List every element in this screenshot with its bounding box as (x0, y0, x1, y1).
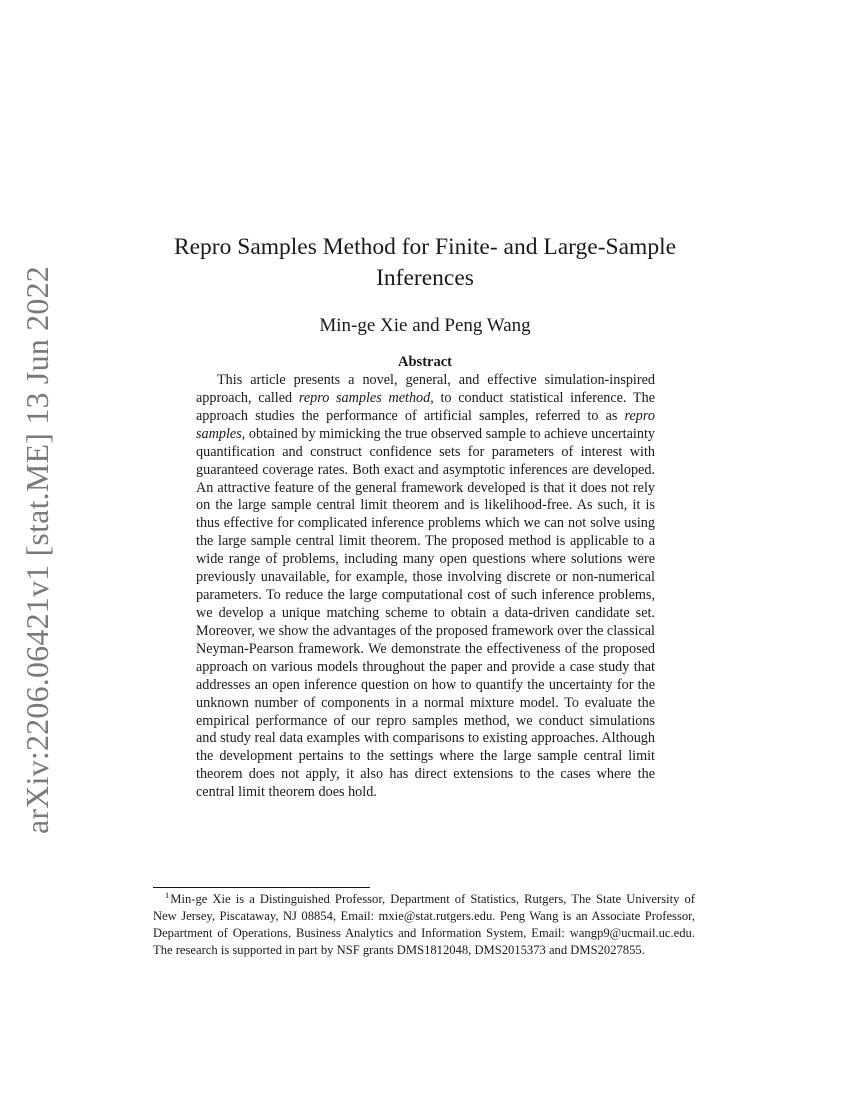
abstract-heading: Abstract (398, 354, 452, 370)
footnote-text: Min-ge Xie is a Distinguished Professor, Department of Statistics, Rutgers, The State University of New Jersey, Piscataway, NJ 08854, Email: mxie@stat.rutgers.edu. Peng Wang is an Associate Professor, Department of Operations, Business Analytics and Information System, Email: wangp9@ucmail.uc.edu. The research is supported in part by NSF grants DMS1812048, DMS2015373 and DMS2027855. (153, 892, 695, 958)
footnote-marker: 1 (165, 889, 170, 900)
footnote-divider (153, 887, 370, 888)
paper-authors: Min-ge Xie and Peng Wang (319, 315, 531, 336)
abstract-text-part-3: , obtained by mimicking the true observed sample to achieve uncertainty quantification and construct confidence sets for parameters of interest with guaranteed coverage rates. Both exact and asymptotic inferences are developed. An attractive feature of the general framework developed is that it does not rely on the large sample central limit theorem and is likelihood-free. As such, it is thus effective for complicated inference problems which we can not solve using the large sample central limit theorem. The proposed method is applicable to a wide range of problems, including many open questions where solutions were previously unavailable, for example, those involving discrete or non-numerical parameters. To reduce the large computational cost of such inference problems, we develop a unique matching scheme to obtain a data-driven candidate set. Moreover, we show the advantages of the proposed framework over the classical Neyman-Pearson framework. We demonstrate the effectiveness of the proposed approach on various models throughout the paper and provide a case study that addresses an open inference question on how to quantify the uncertainty for the unknown number of components in a normal mixture model. To evaluate the empirical performance of our repro samples method, we conduct simulations and study real data examples with comparisons to existing approaches. Although the development pertains to the settings where the large sample central limit theorem does not apply, it also has direct extensions to the cases where the central limit theorem does hold. (196, 425, 655, 801)
abstract-emphasis-repro-samples-method: repro samples method (298, 389, 431, 406)
arxiv-identifier-text: arXiv:2206.06421v1 [stat.ME] 13 Jun 2022 (19, 266, 55, 834)
paper-title: Repro Samples Method for Finite- and Large-Sample Inferences (173, 234, 677, 291)
abstract-emphasis-repro-samples: repro samples (196, 407, 655, 442)
abstract-body (196, 372, 655, 802)
abstract-text-part-1: This article presents a novel, general, and effective simulation-inspired approach, called (196, 372, 655, 406)
abstract-text-part-2: , to conduct statistical inference. The approach studies the performance of artificial samples, referred to as (196, 389, 655, 424)
author-footnote (153, 891, 695, 959)
